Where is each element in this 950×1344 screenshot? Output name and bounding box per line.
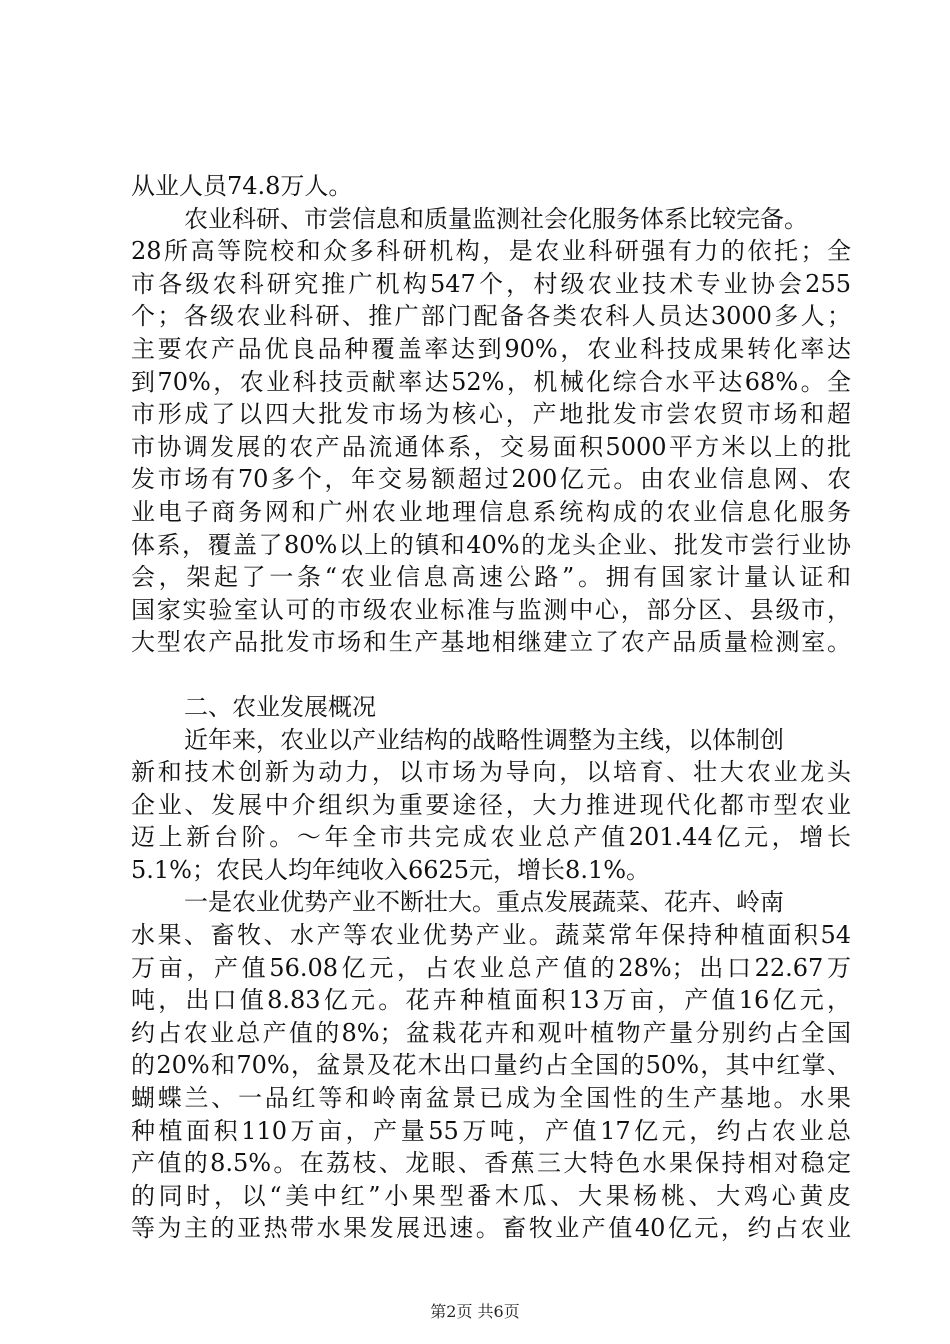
text-line: 国家实验室认可的市级农业标准与监测中心，部分区、县级市， <box>131 595 851 624</box>
text-line: 28所高等院校和众多科研机构，是农业科研强有力的依托；全 <box>131 237 851 266</box>
text-line: 水果、畜牧、水产等农业优势产业。蔬菜常年保持种植面积54 <box>131 921 851 950</box>
text-line: 5.1%；农民人均年纯收入6625元，增长8.1%。 <box>131 855 651 884</box>
document-body <box>131 170 851 1245</box>
text-line: 蝴蝶兰、一品红等和岭南盆景已成为全国性的生产基地。水果 <box>131 1084 851 1113</box>
text-line: 迈上新台阶。～年全市共完成农业总产值201.44亿元，增长 <box>131 823 851 852</box>
paragraph-gap <box>131 659 851 691</box>
text-line: 的20%和70%，盆景及花木出口量约占全国的50%，其中红掌、 <box>131 1051 851 1080</box>
text-line: 市形成了以四大批发市场为核心，产地批发市尝农贸市场和超 <box>131 400 851 429</box>
text-line: 新和技术创新为动力，以市场为导向，以培育、壮大农业龙头 <box>131 758 851 787</box>
text-line: 会，架起了一条“农业信息高速公路”。拥有国家计量认证和 <box>131 563 851 592</box>
text-line: 体系，覆盖了80%以上的镇和40%的龙头企业、批发市尝行业协 <box>131 530 851 559</box>
section-heading: 二、农业发展概况 <box>184 692 376 721</box>
text-line: 约占农业总产值的8%；盆栽花卉和观叶植物产量分别约占全国 <box>131 1018 851 1047</box>
text-line: 到70%，农业科技贡献率达52%，机械化综合水平达68%。全 <box>131 367 851 396</box>
text-line: 主要农产品优良品种覆盖率达到90%，农业科技成果转化率达 <box>131 334 851 363</box>
text-line: 的同时，以“美中红”小果型番木瓜、大果杨桃、大鸡心黄皮 <box>131 1181 851 1210</box>
text-line: 发市场有70多个，年交易额超过200亿元。由农业信息网、农 <box>131 465 851 494</box>
text-line: 种植面积110万亩，产量55万吨，产值17亿元，约占农业总 <box>131 1116 851 1145</box>
page-footer: 第2页 共6页 <box>430 1302 520 1321</box>
text-line: 大型农产品批发市场和生产基地相继建立了农产品质量检测室。 <box>131 628 851 657</box>
text-line: 吨，出口值8.83亿元。花卉种植面积13万亩，产值16亿元， <box>131 986 851 1015</box>
text-line: 农业科研、市尝信息和质量监测社会化服务体系比较完备。 <box>184 204 808 233</box>
text-line: 一是农业优势产业不断壮大。重点发展蔬菜、花卉、岭南 <box>184 888 784 917</box>
text-line: 产值的8.5%。在荔枝、龙眼、香蕉三大特色水果保持相对稳定 <box>131 1149 851 1178</box>
text-line: 等为主的亚热带水果发展迅速。畜牧业产值40亿元，约占农业 <box>131 1214 851 1243</box>
text-line: 企业、发展中介组织为重要途径，大力推进现代化都市型农业 <box>131 790 851 819</box>
paragraph-4 <box>131 886 851 1245</box>
text-line: 近年来，农业以产业结构的战略性调整为主线，以体制创 <box>184 725 784 754</box>
text-line: 个；各级农业科研、推广部门配备各类农科人员达3000多人； <box>131 302 851 331</box>
text-line: 市协调发展的农产品流通体系，交易面积5000平方米以上的批 <box>131 432 851 461</box>
paragraph-2 <box>131 203 851 659</box>
text-line: 市各级农科研究推广机构547个，村级农业技术专业协会255 <box>131 269 851 298</box>
paragraph-3 <box>131 724 851 887</box>
text-line: 万亩，产值56.08亿元，占农业总产值的28%；出口22.67万 <box>131 953 851 982</box>
text-line: 业电子商务网和广州农业地理信息系统构成的农业信息化服务 <box>131 497 851 526</box>
text-line: 从业人员74.8万人。 <box>131 172 353 200</box>
paragraph-1 <box>131 170 851 203</box>
